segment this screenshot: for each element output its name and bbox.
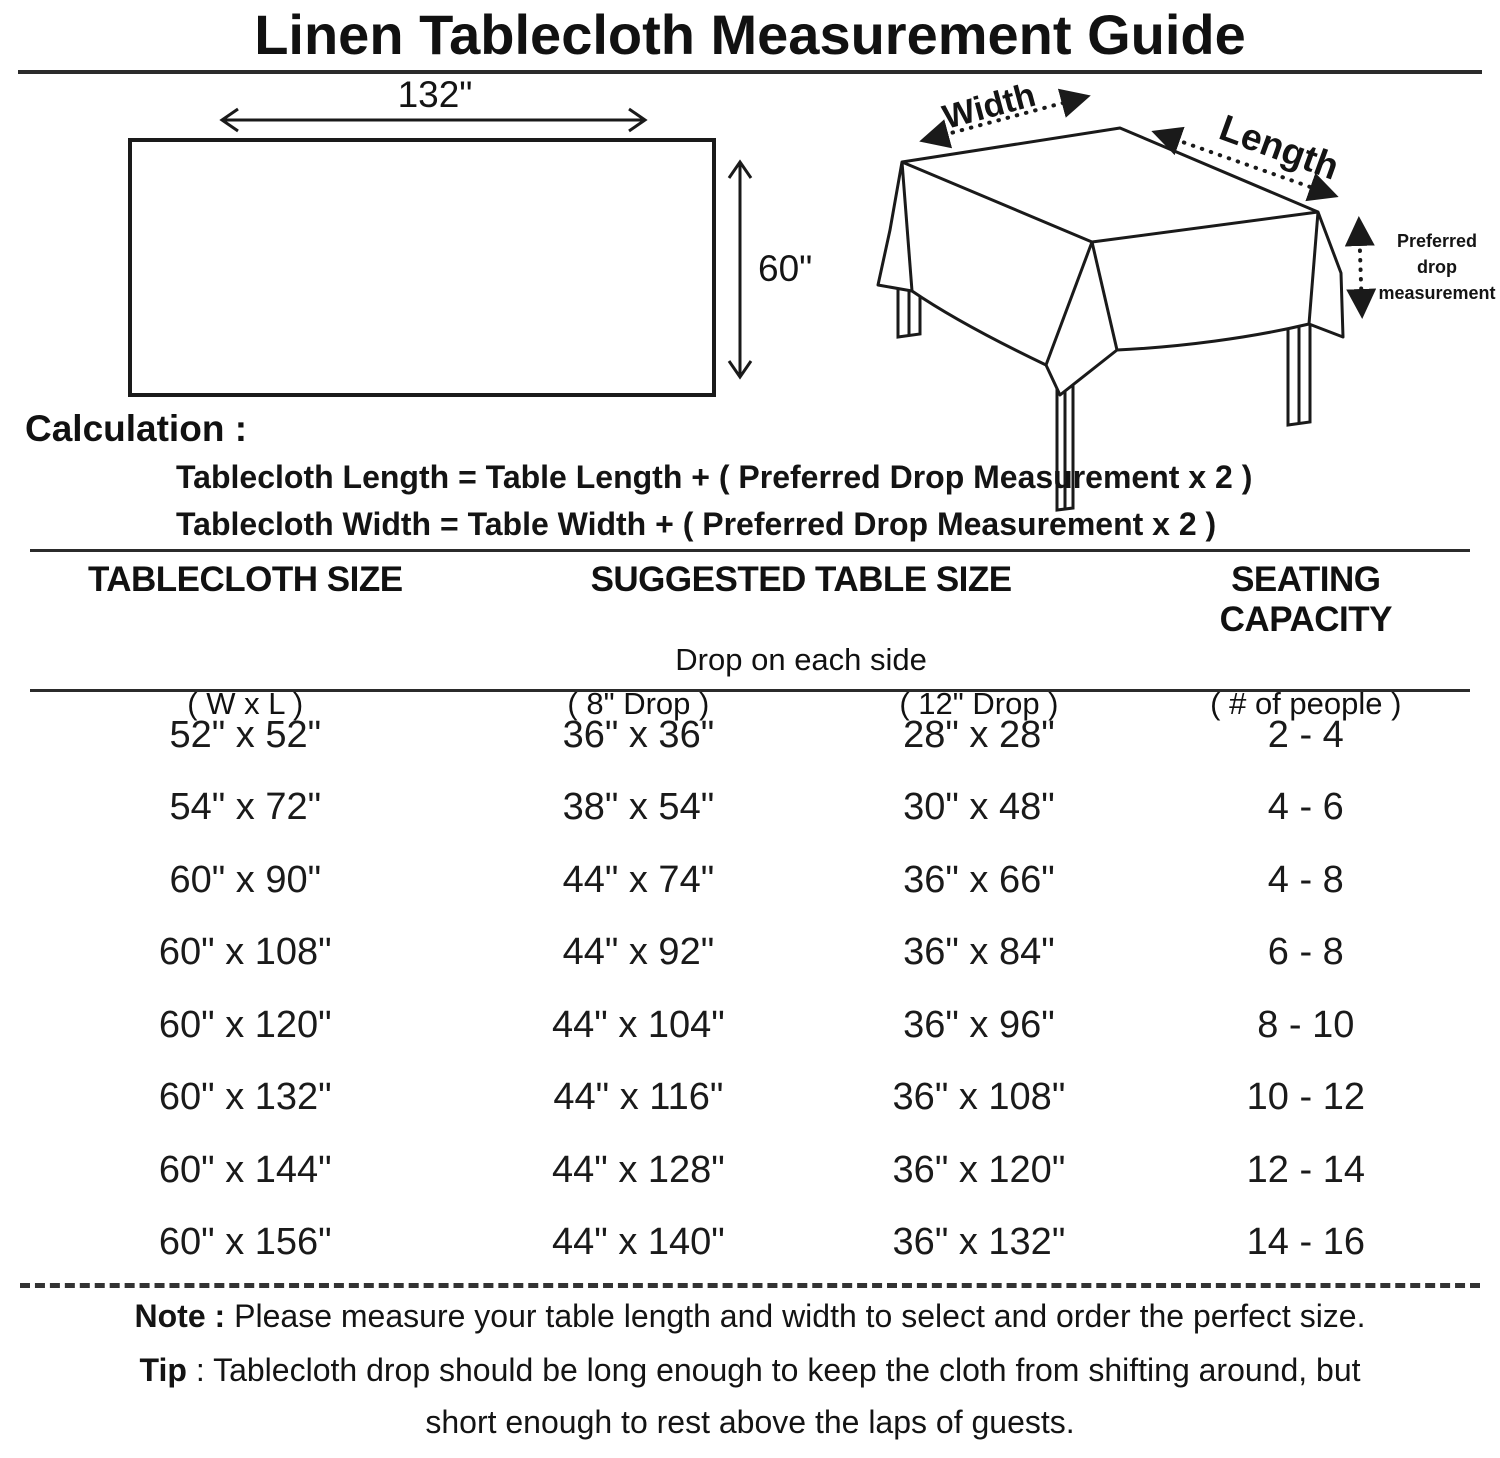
tip-text-line2: short enough to rest above the laps of guests. xyxy=(425,1404,1075,1440)
size-table-header xyxy=(30,560,1470,722)
cell-seating: 4 - 6 xyxy=(1267,786,1344,829)
cell-12-drop: 36" x 108" xyxy=(892,1076,1066,1119)
page-title: Linen Tablecloth Measurement Guide xyxy=(254,3,1246,66)
table-row xyxy=(30,1134,1470,1207)
drop-dotted-arrow xyxy=(1359,222,1362,313)
size-table-body xyxy=(30,699,1470,1279)
table-row xyxy=(30,772,1470,845)
cell-12-drop: 36" x 66" xyxy=(903,858,1055,901)
cell-tablecloth-size: 52" x 52" xyxy=(169,713,322,756)
formula-length: Tablecloth Length = Table Length + ( Preferred Drop Measurement x 2 ) xyxy=(176,459,1253,495)
subheader-8-drop: ( 8" Drop ) xyxy=(567,686,710,721)
formula-width: Tablecloth Width = Table Width + ( Preferred Drop Measurement x 2 ) xyxy=(176,506,1217,542)
cell-tablecloth-size: 60" x 90" xyxy=(169,858,322,901)
svg-text:Preferred: Preferred xyxy=(1396,231,1478,251)
svg-text:measurement: measurement xyxy=(1378,283,1496,303)
cell-8-drop: 44" x 74" xyxy=(562,858,715,901)
tablecloth-rectangle xyxy=(130,140,714,395)
cell-seating: 12 - 14 xyxy=(1246,1148,1365,1191)
cell-seating: 8 - 10 xyxy=(1257,1003,1355,1046)
cell-tablecloth-size: 60" x 144" xyxy=(158,1148,332,1191)
cell-12-drop: 30" x 48" xyxy=(903,786,1055,829)
cell-seating: 14 - 16 xyxy=(1246,1221,1365,1264)
table-row xyxy=(30,1062,1470,1135)
table-row xyxy=(30,844,1470,917)
table-row xyxy=(30,1207,1470,1280)
length-arrow-label: Length xyxy=(1214,106,1345,188)
cell-12-drop: 36" x 84" xyxy=(903,931,1055,974)
cell-8-drop: 36" x 36" xyxy=(562,713,715,756)
cell-8-drop: 44" x 92" xyxy=(562,931,715,974)
cell-tablecloth-size: 60" x 120" xyxy=(158,1003,332,1046)
cell-8-drop: 38" x 54" xyxy=(562,786,715,829)
cell-tablecloth-size: 60" x 108" xyxy=(158,931,332,974)
table-top-divider xyxy=(30,549,1470,552)
drop-measurement-label xyxy=(1378,231,1495,303)
cell-tablecloth-size: 60" x 132" xyxy=(158,1076,332,1119)
cell-12-drop: 36" x 96" xyxy=(903,1003,1055,1046)
subheader-people: ( # of people ) xyxy=(1210,686,1402,721)
tip-text-line1: Tip : Tablecloth drop should be long enough to keep the cloth from shifting around, but xyxy=(139,1352,1361,1388)
note-label: Note : xyxy=(134,1298,226,1334)
tablecloth-drape xyxy=(878,128,1343,395)
table-row xyxy=(30,917,1470,990)
calculation-heading: Calculation : xyxy=(25,408,248,449)
tablecloth-dimension-diagram xyxy=(0,75,850,435)
subheader-12-drop: ( 12" Drop ) xyxy=(899,686,1059,721)
table-row xyxy=(30,989,1470,1062)
subheader-drop-each-side: Drop on each side xyxy=(675,642,927,677)
dashed-divider xyxy=(20,1283,1480,1288)
cell-seating: 4 - 8 xyxy=(1267,858,1344,901)
header-divider xyxy=(30,689,1470,692)
tip-label: Tip xyxy=(139,1352,187,1388)
cell-tablecloth-size: 54" x 72" xyxy=(169,786,322,829)
cell-seating: 6 - 8 xyxy=(1267,931,1344,974)
header-seating-capacity: SEATING CAPACITY xyxy=(1219,560,1392,639)
height-dimension-label: 60" xyxy=(758,248,813,289)
cell-tablecloth-size: 60" x 156" xyxy=(158,1221,332,1264)
cell-8-drop: 44" x 104" xyxy=(552,1003,725,1046)
cell-12-drop: 28" x 28" xyxy=(903,713,1055,756)
svg-text:drop: drop xyxy=(1417,257,1457,277)
height-arrow xyxy=(729,162,751,377)
cell-8-drop: 44" x 116" xyxy=(553,1076,724,1119)
header-tablecloth-size: TABLECLOTH SIZE xyxy=(87,560,403,599)
width-dimension-label: 132" xyxy=(397,75,473,115)
title-divider xyxy=(18,70,1482,74)
subheader-wxl: ( W x L ) xyxy=(187,686,304,721)
table-row xyxy=(30,699,1470,772)
header-suggested-table-size: SUGGESTED TABLE SIZE xyxy=(590,560,1012,599)
width-arrow-label: Width xyxy=(938,75,1040,137)
cell-12-drop: 36" x 120" xyxy=(892,1148,1066,1191)
cell-seating: 10 - 12 xyxy=(1246,1076,1365,1119)
cell-8-drop: 44" x 128" xyxy=(552,1148,725,1191)
cell-seating: 2 - 4 xyxy=(1267,713,1344,756)
cell-8-drop: 44" x 140" xyxy=(552,1221,725,1264)
cell-12-drop: 36" x 132" xyxy=(892,1221,1066,1264)
note-text: Note : Please measure your table length and width to select and order the perfect size. xyxy=(134,1298,1366,1334)
